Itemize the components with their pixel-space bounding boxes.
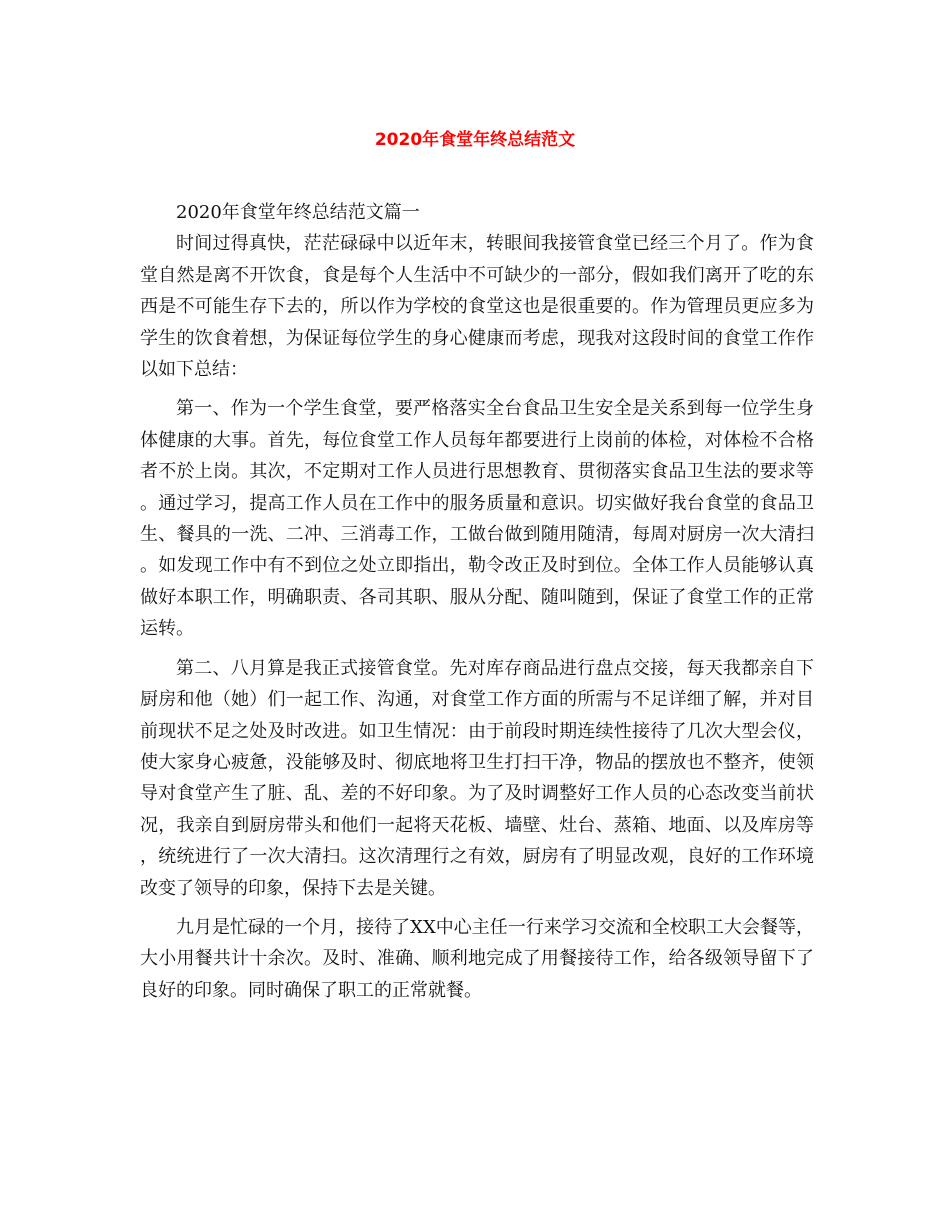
paragraph-september: 九月是忙碌的一个月，接待了XX中心主任一行来学习交流和全校职工大会餐等，大小用餐共计十余次。及时、准确、顺利地完成了用餐接待工作，给各级领导留下了良好的印象。同时确保了职工的正常就餐。 (140, 916, 814, 1001)
document-title: 2020年食堂年终总结范文 (374, 130, 576, 150)
document-body (140, 197, 814, 1014)
paragraph-second-point: 第二、八月算是我正式接管食堂。先对库存商品进行盘点交接，每天我都亲自下厨房和他（她）们一起工作、沟通，对食堂工作方面的所需与不足详细了解，并对目前现状不足之处及时改进。如卫生情况：由于前段时期连续性接待了几次大型会仪，使大家身心疲惫，没能够及时、彻底地将卫生打扫干净，物品的摆放也不整齐，使领导对食堂产生了脏、乱、差的不好印象。为了及时调整好工作人员的心态改变当前状况，我亲自到厨房带头和他们一起将天花板、墙壁、灶台、蒸箱、地面、以及库房等，统统进行了一次大清扫。这次清理行之有效，厨房有了明显改观，良好的工作环境改变了领导的印象，保持下去是关键。 (140, 657, 814, 899)
paragraph-intro: 时间过得真快，茫茫碌碌中以近年末，转眼间我接管食堂已经三个月了。作为食堂自然是离不开饮食，食是每个人生活中不可缺少的一部分，假如我们离开了吃的东西是不可能生存下去的，所以作为学校的食堂这也是很重要的。作为管理员更应多为学生的饮食着想，为保证每位学生的身心健康而考虑，现我对这段时间的食堂工作作以如下总结： (140, 233, 814, 381)
section-heading: 2020年食堂年终总结范文篇一 (176, 202, 420, 223)
paragraph-first-point: 第一、作为一个学生食堂，要严格落实全台食品卫生安全是关系到每一位学生身体健康的大事。首先，每位食堂工作人员每年都要进行上岗前的体检，对体检不合格者不於上岗。其次，不定期对工作人员进行思想教育、贯彻落实食品卫生法的要求等。通过学习，提高工作人员在工作中的服务质量和意识。切实做好我台食堂的食品卫生、餐具的一洗、二冲、三消毒工作，工做台做到随用随清，每周对厨房一次大清扫。如发现工作中有不到位之处立即指出，勒令改正及时到位。全体工作人员能够认真做好本职工作，明确职责、各司其职、服从分配、随叫随到，保证了食堂工作的正常运转。 (140, 398, 814, 640)
